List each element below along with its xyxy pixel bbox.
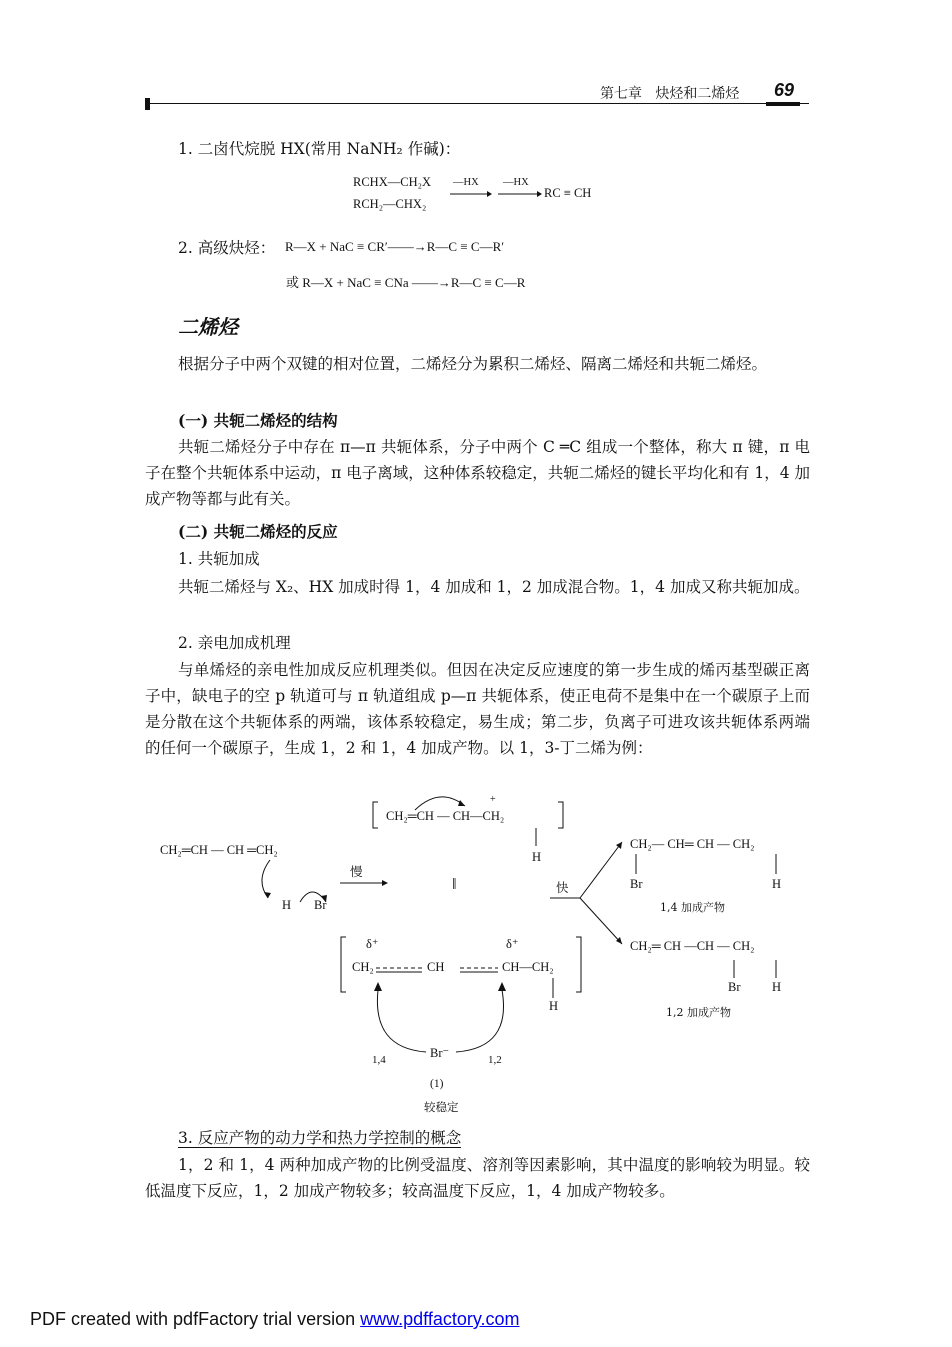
- item1-title: 1. 共轭加成: [178, 550, 260, 568]
- running-header: [600, 83, 739, 103]
- method1-product: RC ≡ CH: [544, 186, 592, 200]
- item1-paragraph: 共轭二烯烃与 X₂、HX 加成时得 1，4 加成和 1，2 加成混合物。1，4 加成又称共轭加成。: [178, 578, 810, 596]
- product-12-h: H: [772, 980, 782, 994]
- cation-bottom-left: CH₂: [352, 960, 374, 974]
- product-14-br: Br: [630, 877, 643, 891]
- method1-reactant-bottom: RCH₂—CHX₂: [353, 197, 427, 211]
- cation-top: CH₂═CH — CH—CH₂: [386, 809, 505, 823]
- butadiene: CH₂═CH — CH ═CH₂: [160, 843, 278, 857]
- more-stable-label: 较稳定: [424, 1100, 459, 1114]
- bromide-ion: Br⁻: [430, 1046, 450, 1060]
- resonance-symbol: ‖: [452, 876, 457, 893]
- product-12-label: 1,2 加成产物: [666, 1006, 731, 1019]
- product-14-h: H: [772, 877, 782, 891]
- position-12: 1,2: [488, 1054, 502, 1066]
- section-title: 二烯烃: [178, 315, 238, 339]
- product-12-br: Br: [728, 980, 741, 994]
- cation-bottom-mid: CH: [427, 960, 445, 974]
- footer-text: PDF created with pdfFactory trial version: [30, 1309, 361, 1329]
- product-12: CH₂═ CH —CH — CH₂: [630, 939, 755, 953]
- intro-paragraph: 根据分子中两个双键的相对位置，二烯烃分为累积二烯烃、隔离二烯烃和共轭二烯烃。: [178, 355, 768, 373]
- method1-reactant-top: RCHX—CH₂X: [353, 175, 431, 189]
- cation-bottom-right: CH—CH₂: [502, 960, 554, 974]
- fast-label: 快: [556, 880, 569, 895]
- position-14: 1,4: [372, 1054, 386, 1066]
- product-14: CH₂— CH═ CH — CH₂: [630, 837, 755, 851]
- header-rule-bar: [766, 102, 800, 106]
- header-rule-marker: [145, 98, 150, 110]
- header-rule: [145, 103, 809, 104]
- product-14-label: 1,4 加成产物: [660, 901, 725, 914]
- hbr-h: H: [282, 898, 292, 912]
- subsection2-title: (二) 共轭二烯烃的反应: [178, 522, 338, 541]
- page-number: 69: [774, 80, 795, 100]
- subsection1-title: (一) 共轭二烯烃的结构: [178, 411, 338, 430]
- method1-arrow1-label: —HX: [453, 177, 479, 188]
- subsection1-paragraph: 共轭二烯烃分子中存在 π—π 共轭体系，分子中两个 C ═C 组成一个整体，称大 π 键，π 电子在整个共轭体系中运动，π 电子离域，这种体系较稳定，共轭二烯烃的键长平均化和有 1，4 加成产物等都与此有关。: [145, 438, 810, 508]
- chapter-label: 第七章: [600, 86, 642, 102]
- method1-title: 1. 二卤代烷脱 HX(常用 NaNH₂ 作碱)：: [178, 140, 461, 158]
- hbr-br: Br: [314, 898, 327, 912]
- pdf-footer: [30, 1309, 520, 1330]
- item3-title: [178, 1126, 461, 1148]
- method1-arrows: [445, 189, 545, 199]
- reaction-scheme: [140, 790, 820, 1120]
- method2-title: 2. 高级炔烃：: [178, 239, 276, 257]
- method2-eq2: 或 R—X + NaC ≡ CNa ——→R—C ≡ C—R: [286, 275, 526, 290]
- item3-title-text: 3. 反应产物的动力学和热力学控制的概念: [178, 1129, 462, 1147]
- item2-paragraph: 与单烯烃的亲电性加成反应机理类似。但因在决定反应速度的第一步生成的烯丙基型碳正离子中，缺电子的空 p 轨道可与 π 轨道组成 p—π 共轭体系，使正电荷不是集中在一个碳原子上而是分散在这个共轭体系的两端，该体系较稳定，易生成；第二步，负离子可进攻该共轭体系两端的任何一个碳原子，生成 1，2 和 1，4 加成产物。以 1，3-丁二烯为例：: [145, 661, 810, 757]
- delta-left: δ⁺: [366, 937, 379, 951]
- slow-label: 慢: [350, 864, 363, 879]
- item2-title: 2. 亲电加成机理: [178, 634, 291, 652]
- method2-eq1: R—X + NaC ≡ CR′——→R—C ≡ C—R′: [285, 239, 505, 254]
- cation-bottom-h: H: [549, 999, 559, 1013]
- footer-link[interactable]: www.pdffactory.com: [360, 1309, 520, 1329]
- cation-top-h: H: [532, 850, 542, 864]
- structure-number: (1): [430, 1078, 444, 1090]
- chapter-title: 炔烃和二烯烃: [655, 86, 740, 102]
- delta-right: δ⁺: [506, 937, 519, 951]
- item3-paragraph: 1，2 和 1，4 两种加成产物的比例受温度、溶剂等因素影响，其中温度的影响较为明显。较低温度下反应，1，2 加成产物较多；较高温度下反应，1，4 加成产物较多。: [145, 1156, 810, 1200]
- method1-arrow2-label: —HX: [503, 177, 529, 188]
- cation-top-plus: +: [490, 794, 496, 805]
